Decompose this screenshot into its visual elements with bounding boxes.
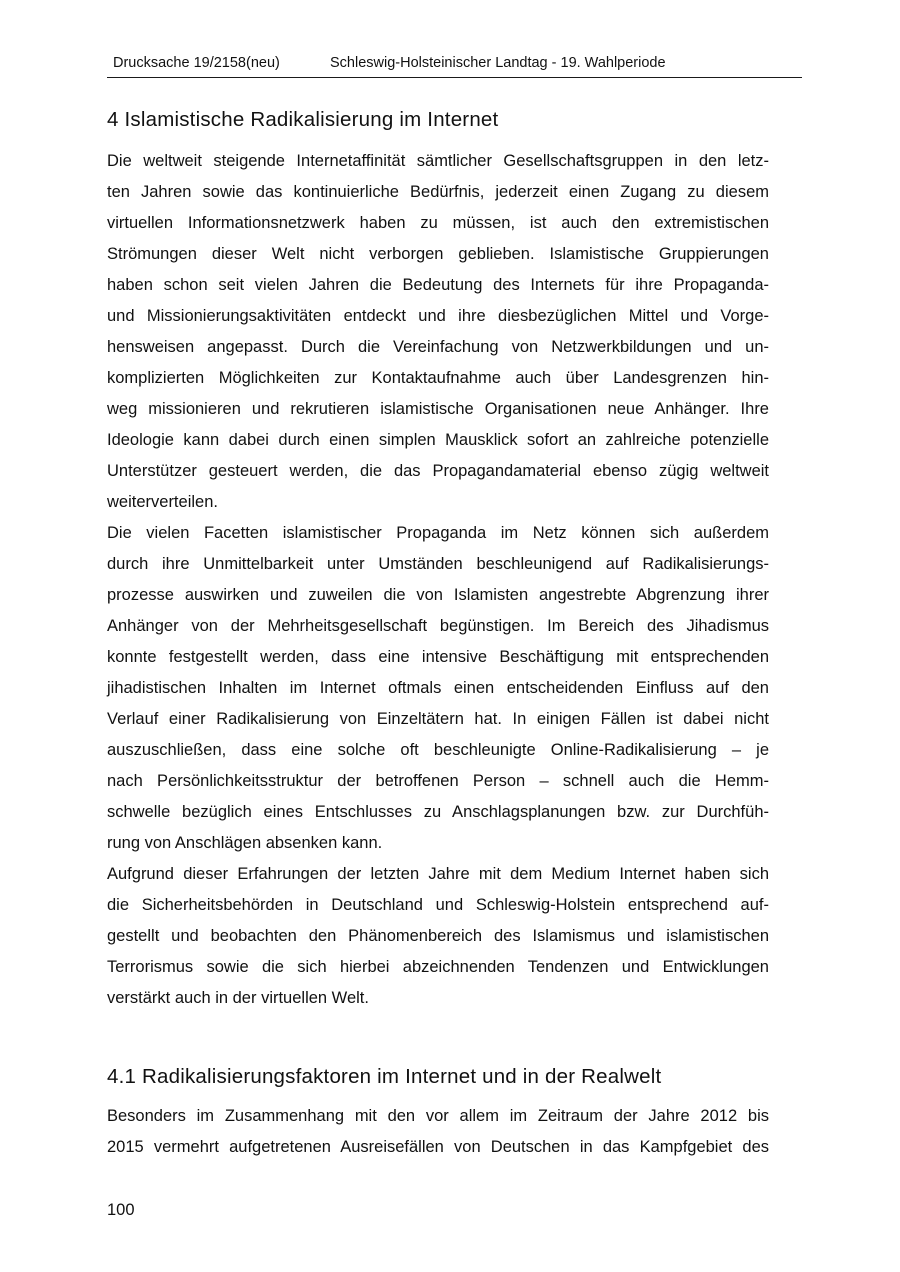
text-line: verstärkt auch in der virtuellen Welt. (107, 989, 369, 1007)
text-line: Unterstützer gesteuert werden, die das Propagandamaterial ebenso zügig weltweit (107, 462, 769, 480)
text-line: die Sicherheitsbehörden in Deutschland und Schleswig-Holstein entsprechend auf- (107, 896, 769, 914)
text-line: schwelle bezüglich eines Entschlusses zu Anschlagsplanungen bzw. zur Durchfüh- (107, 803, 769, 821)
text-line: prozesse auswirken und zuweilen die von Islamisten angestrebte Abgrenzung ihrer (107, 586, 769, 604)
text-line: Aufgrund dieser Erfahrungen der letzten Jahre mit dem Medium Internet haben sich (107, 865, 769, 883)
subsection-heading: 4.1 Radikalisierungsfaktoren im Internet und in der Realwelt (107, 1065, 662, 1088)
text-line: 2015 vermehrt aufgetretenen Ausreisefällen von Deutschen in das Kampfgebiet des (107, 1138, 769, 1156)
section-body (107, 146, 769, 1014)
text-line: hensweisen angepasst. Durch die Vereinfachung von Netzwerkbildungen und un- (107, 338, 769, 356)
text-line: und Missionierungsaktivitäten entdeckt und ihre diesbezüglichen Mittel und Vorge- (107, 307, 769, 325)
text-line: weiterverteilen. (107, 493, 218, 511)
text-line: Strömungen dieser Welt nicht verborgen geblieben. Islamistische Gruppierungen (107, 245, 769, 263)
text-line: Terrorismus sowie die sich hierbei abzeichnenden Tendenzen und Entwicklungen (107, 958, 769, 976)
text-line: komplizierten Möglichkeiten zur Kontaktaufnahme auch über Landesgrenzen hin- (107, 369, 769, 387)
text-line: Anhänger von der Mehrheitsgesellschaft begünstigen. Im Bereich des Jihadismus (107, 617, 769, 635)
text-line: nach Persönlichkeitsstruktur der betroffenen Person – schnell auch die Hemm- (107, 772, 769, 790)
text-line: Die vielen Facetten islamistischer Propaganda im Netz können sich außerdem (107, 524, 769, 542)
text-line: auszuschließen, dass eine solche oft beschleunigte Online-Radikalisierung – je (107, 741, 769, 759)
text-line: Besonders im Zusammenhang mit den vor allem im Zeitraum der Jahre 2012 bis (107, 1107, 769, 1125)
text-line: durch ihre Unmittelbarkeit unter Umständen beschleunigend auf Radikalisierungs- (107, 555, 769, 573)
text-line: Ideologie kann dabei durch einen simplen Mausklick sofort an zahlreiche potenzielle (107, 431, 769, 449)
text-line: jihadistischen Inhalten im Internet oftmals einen entscheidenden Einfluss auf den (107, 679, 769, 697)
subsection-body (107, 1101, 769, 1163)
text-line: virtuellen Informationsnetzwerk haben zu müssen, ist auch den extremistischen (107, 214, 769, 232)
text-line: gestellt und beobachten den Phänomenbereich des Islamismus und islamistischen (107, 927, 769, 945)
parliament-period: Schleswig-Holsteinischer Landtag - 19. Wahlperiode (330, 55, 666, 71)
text-line: Die weltweit steigende Internetaffinität sämtlicher Gesellschaftsgruppen in den letz- (107, 152, 769, 170)
text-line: rung von Anschlägen absenken kann. (107, 834, 383, 852)
text-line: Verlauf einer Radikalisierung von Einzeltätern hat. In einigen Fällen ist dabei nicht (107, 710, 769, 728)
document-number: Drucksache 19/2158(neu) (113, 55, 280, 71)
page-number: 100 (107, 1201, 135, 1219)
text-line: weg missionieren und rekrutieren islamistische Organisationen neue Anhänger. Ihre (107, 400, 769, 418)
text-line: ten Jahren sowie das kontinuierliche Bedürfnis, jederzeit einen Zugang zu diesem (107, 183, 769, 201)
section-heading: 4 Islamistische Radikalisierung im Internet (107, 108, 499, 131)
text-line: konnte festgestellt werden, dass eine intensive Beschäftigung mit entsprechenden (107, 648, 769, 666)
page-header (107, 50, 802, 78)
text-line: haben schon seit vielen Jahren die Bedeutung des Internets für ihre Propaganda- (107, 276, 769, 294)
